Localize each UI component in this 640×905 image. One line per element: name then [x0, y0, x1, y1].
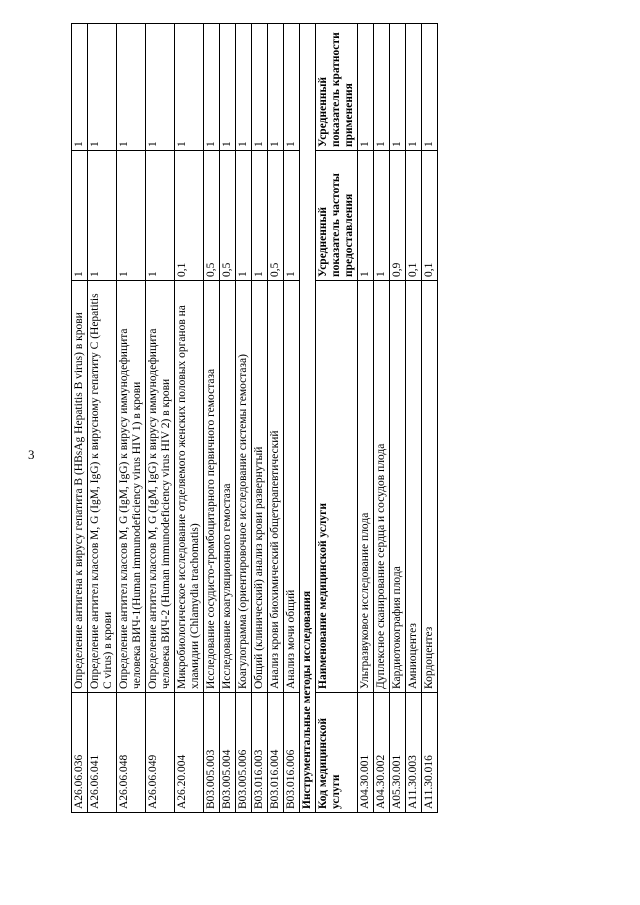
frequency-value: 0,1 [175, 151, 204, 281]
multiplicity-value: 1 [236, 24, 252, 151]
service-name: Микробиологическое исследование отделяемого женских половых органов на хламидии (Chlamydia trachomatis) [175, 281, 204, 693]
table-row [146, 24, 175, 813]
service-name: Общий (клинический) анализ крови развернутый [252, 281, 268, 693]
frequency-value: 0,5 [204, 151, 220, 281]
frequency-value: 1 [117, 151, 146, 281]
frequency-value: 0,1 [406, 151, 422, 281]
service-name: Ультразвуковое исследование плода [358, 281, 374, 693]
service-name: Определение антител классов M, G (IgM, IgG) к вирусу иммунодефицита человека ВИЧ-1(Human immunodeficiency virus HIV 1) в крови [117, 281, 146, 693]
service-name: Кордоцентез [422, 281, 438, 693]
services-table [71, 23, 438, 813]
frequency-value: 1 [236, 151, 252, 281]
table-row [252, 24, 268, 813]
service-code: A04.30.002 [374, 693, 390, 813]
frequency-value: 0,5 [268, 151, 284, 281]
multiplicity-value: 1 [220, 24, 236, 151]
table-row [422, 24, 438, 813]
service-code: B03.005.003 [204, 693, 220, 813]
service-name: Амниоцентез [406, 281, 422, 693]
table-row [117, 24, 146, 813]
table-row [220, 24, 236, 813]
service-code: B03.016.004 [268, 693, 284, 813]
table-row [374, 24, 390, 813]
header-multiplicity: Усредненный показатель кратности применения [316, 24, 358, 151]
service-name: Определение антител классов M, G (IgM, IgG) к вирусу иммунодефицита человека ВИЧ-2 (Human immunodeficiency virus HIV 2) в крови [146, 281, 175, 693]
table-row [268, 24, 284, 813]
header-frequency: Усредненный показатель частоты предоставления [316, 151, 358, 281]
service-name: Анализ крови биохимический общетерапевтический [268, 281, 284, 693]
header-code: Код медицинской услуги [316, 693, 358, 813]
service-name: Исследование сосудисто-тромбоцитарного первичного гемостаза [204, 281, 220, 693]
service-code: A26.06.041 [88, 693, 117, 813]
service-name: Дуплексное сканирование сердца и сосудов плода [374, 281, 390, 693]
rotated-table-block [71, 24, 603, 813]
section-title-row [300, 24, 316, 813]
frequency-value: 1 [252, 151, 268, 281]
frequency-value: 0,1 [422, 151, 438, 281]
service-code: A26.06.036 [72, 693, 88, 813]
table-row [175, 24, 204, 813]
service-code: A05.30.001 [390, 693, 406, 813]
multiplicity-value: 1 [268, 24, 284, 151]
multiplicity-value: 1 [175, 24, 204, 151]
frequency-value: 1 [284, 151, 300, 281]
service-code: A26.06.048 [117, 693, 146, 813]
multiplicity-value: 1 [204, 24, 220, 151]
table-row [204, 24, 220, 813]
service-code: B03.016.003 [252, 693, 268, 813]
frequency-value: 1 [72, 151, 88, 281]
table-row [72, 24, 88, 813]
multiplicity-value: 1 [146, 24, 175, 151]
page-number: 3 [28, 447, 35, 462]
frequency-value: 1 [358, 151, 374, 281]
multiplicity-value: 1 [390, 24, 406, 151]
header-name: Наименование медицинской услуги [316, 281, 358, 693]
table-row [236, 24, 252, 813]
multiplicity-value: 1 [117, 24, 146, 151]
service-name: Коагулограмма (ориентировочное исследование системы гемостаза) [236, 281, 252, 693]
table-row [406, 24, 422, 813]
service-code: B03.005.006 [236, 693, 252, 813]
frequency-value: 1 [146, 151, 175, 281]
frequency-value: 1 [88, 151, 117, 281]
header-row [316, 24, 358, 813]
service-name: Определение антигена к вирусу гепатита В (HBsAg Hepatitis В virus) в крови [72, 281, 88, 693]
service-code: A11.30.016 [422, 693, 438, 813]
section-title: Инструментальные методы исследования [300, 24, 316, 813]
table-row [358, 24, 374, 813]
service-code: A11.30.003 [406, 693, 422, 813]
service-name: Определение антител классов M, G (IgM, IgG) к вирусному гепатиту С (Hepatitis C virus) в крови [88, 281, 117, 693]
multiplicity-value: 1 [284, 24, 300, 151]
service-code: A04.30.001 [358, 693, 374, 813]
multiplicity-value: 1 [358, 24, 374, 151]
multiplicity-value: 1 [406, 24, 422, 151]
frequency-value: 1 [374, 151, 390, 281]
service-name: Анализ мочи общий [284, 281, 300, 693]
multiplicity-value: 1 [252, 24, 268, 151]
table-row [88, 24, 117, 813]
multiplicity-value: 1 [374, 24, 390, 151]
service-code: B03.005.004 [220, 693, 236, 813]
service-name: Исследование коагуляционного гемостаза [220, 281, 236, 693]
service-code: A26.20.004 [175, 693, 204, 813]
table-row [390, 24, 406, 813]
service-code: B03.016.006 [284, 693, 300, 813]
multiplicity-value: 1 [72, 24, 88, 151]
multiplicity-value: 1 [422, 24, 438, 151]
service-name: Кардиотокография плода [390, 281, 406, 693]
frequency-value: 0,5 [220, 151, 236, 281]
service-code: A26.06.049 [146, 693, 175, 813]
frequency-value: 0,9 [390, 151, 406, 281]
table-row [284, 24, 300, 813]
multiplicity-value: 1 [88, 24, 117, 151]
